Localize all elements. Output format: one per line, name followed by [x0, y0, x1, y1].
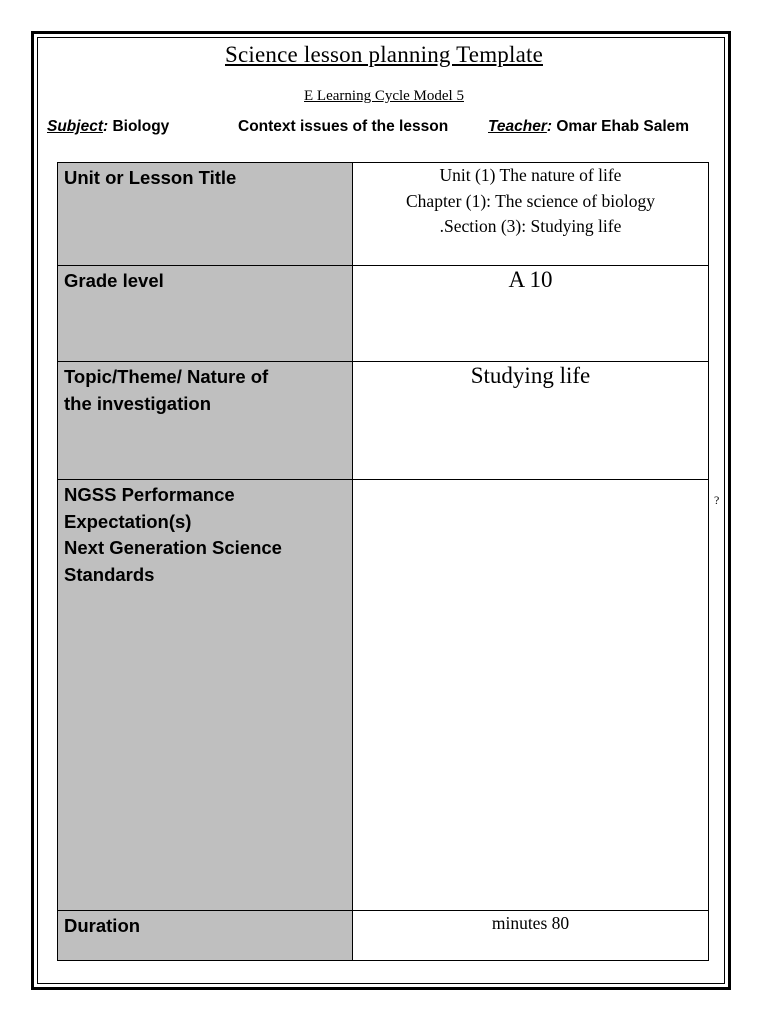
value-text-section: .Section (3): Studying life	[439, 216, 622, 236]
teacher-info	[488, 118, 689, 136]
value-text-chapter: Chapter (1): The science of biology	[406, 190, 655, 211]
value-text-grade: A 10	[508, 267, 553, 292]
document-subtitle: E Learning Cycle Model 5	[304, 88, 464, 104]
value-text-topic: Studying life	[470, 363, 591, 388]
label-cell-duration	[58, 911, 353, 961]
margin-mark: ?	[714, 493, 720, 507]
table-row-ngss	[58, 480, 709, 911]
label-text: Topic/Theme/ Nature of	[64, 366, 269, 387]
label-text: Standards	[64, 563, 155, 585]
subject-value: Biology	[112, 118, 170, 135]
value-text-duration: minutes 80	[491, 913, 570, 933]
table-row-duration	[58, 911, 709, 961]
value-cell-duration	[353, 911, 709, 961]
table-row-lesson-title	[58, 163, 709, 266]
lesson-plan-table	[57, 162, 709, 961]
label-text: Unit or Lesson Title	[64, 167, 237, 188]
teacher-key: Teacher	[488, 118, 547, 135]
teacher-value: Omar Ehab Salem	[556, 118, 690, 135]
table-row-topic	[58, 362, 709, 480]
label-text: Grade level	[64, 270, 164, 291]
label-cell-lesson-title	[58, 163, 353, 266]
value-cell-lesson-title	[353, 163, 709, 266]
label-text: Duration	[64, 915, 141, 936]
label-text: Next Generation Science	[64, 537, 282, 558]
label-text: NGSS Performance	[64, 484, 235, 505]
subject-colon: :	[102, 118, 109, 135]
subject-info	[47, 118, 169, 136]
value-cell-grade-level	[353, 266, 709, 362]
context-info: Context issues of the lesson	[238, 118, 449, 135]
value-cell-ngss	[353, 480, 709, 911]
table-row-grade-level	[58, 266, 709, 362]
value-cell-topic	[353, 362, 709, 480]
teacher-colon: :	[546, 118, 553, 135]
label-cell-ngss	[58, 480, 353, 911]
label-text: the investigation	[64, 392, 211, 414]
document-title: Science lesson planning Template	[225, 42, 543, 67]
subject-key: Subject	[47, 118, 103, 135]
value-text-unit: Unit (1) The nature of life	[439, 165, 622, 185]
label-cell-grade-level	[58, 266, 353, 362]
label-text: Expectation(s)	[64, 510, 192, 532]
label-cell-topic	[58, 362, 353, 480]
